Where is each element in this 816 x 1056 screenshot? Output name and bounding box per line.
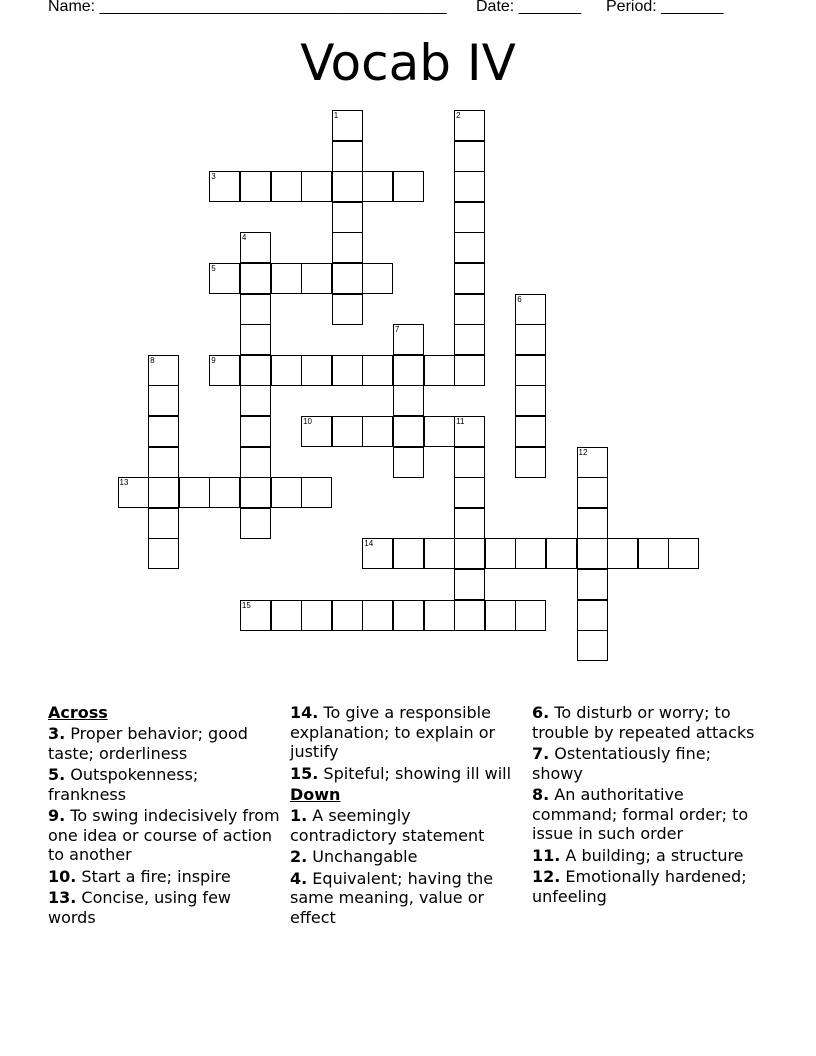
grid-cell-number: 7 bbox=[394, 325, 400, 335]
grid-cell[interactable] bbox=[362, 600, 393, 631]
clue-item bbox=[48, 806, 280, 865]
clue-text: Equivalent; having the same meaning, value or effect bbox=[290, 868, 494, 927]
grid-cell[interactable] bbox=[454, 477, 485, 508]
clue-number: 6. bbox=[532, 703, 550, 722]
clues-column-right bbox=[532, 703, 764, 908]
grid-cell[interactable] bbox=[240, 294, 271, 325]
clue-item bbox=[532, 785, 764, 844]
grid-cell[interactable] bbox=[393, 538, 424, 569]
grid-cell[interactable] bbox=[332, 171, 363, 202]
grid-cell[interactable] bbox=[332, 263, 363, 294]
across-clue-list bbox=[48, 724, 280, 927]
grid-cell[interactable] bbox=[454, 110, 485, 141]
down-heading: Down bbox=[290, 785, 341, 804]
grid-cell[interactable] bbox=[240, 385, 271, 416]
grid-cell[interactable] bbox=[454, 202, 485, 233]
clue-text: Start a fire; inspire bbox=[76, 866, 231, 886]
grid-cell-number: 15 bbox=[241, 600, 251, 610]
grid-cell[interactable] bbox=[209, 263, 240, 294]
clue-number: 1. bbox=[290, 806, 308, 825]
grid-cell-number: 14 bbox=[364, 539, 374, 549]
grid-cell-number: 11 bbox=[456, 417, 465, 426]
grid-cell[interactable] bbox=[515, 385, 546, 416]
grid-cell[interactable] bbox=[638, 538, 669, 569]
clue-item bbox=[532, 846, 764, 866]
grid-cell[interactable] bbox=[393, 600, 424, 631]
grid-cell[interactable] bbox=[424, 416, 455, 447]
grid-cell[interactable] bbox=[332, 355, 363, 386]
grid-cell[interactable] bbox=[301, 355, 332, 386]
clue-text: Unchangable bbox=[307, 847, 418, 866]
grid-cell[interactable] bbox=[515, 538, 546, 569]
grid-cell[interactable] bbox=[577, 630, 608, 661]
grid-cell[interactable] bbox=[393, 171, 424, 202]
grid-cell[interactable] bbox=[454, 447, 485, 478]
grid-cell[interactable] bbox=[301, 416, 332, 447]
clue-number: 15. bbox=[290, 763, 319, 783]
clue-text: Spiteful; showing ill will bbox=[318, 763, 512, 783]
page-title: Vocab IV bbox=[300, 34, 516, 92]
clue-item bbox=[48, 867, 280, 887]
grid-cell[interactable] bbox=[362, 263, 393, 294]
grid-cell[interactable] bbox=[393, 447, 424, 478]
clue-item bbox=[48, 724, 280, 763]
grid-cell[interactable] bbox=[148, 477, 179, 508]
grid-cell[interactable] bbox=[393, 355, 424, 386]
clue-item bbox=[48, 888, 280, 927]
grid-cell[interactable] bbox=[515, 355, 546, 386]
grid-cell[interactable] bbox=[577, 447, 608, 478]
grid-cell[interactable] bbox=[301, 263, 332, 294]
grid-cell[interactable] bbox=[209, 477, 240, 508]
clue-number: 9. bbox=[48, 806, 66, 825]
grid-cell[interactable] bbox=[454, 232, 485, 263]
grid-cell[interactable] bbox=[240, 263, 271, 294]
grid-cell[interactable] bbox=[454, 569, 485, 600]
clue-item bbox=[290, 764, 522, 784]
across-clue-list-continued bbox=[290, 703, 522, 783]
clue-number: 11. bbox=[532, 845, 561, 865]
grid-cell[interactable] bbox=[454, 355, 485, 386]
clues-column-middle bbox=[290, 703, 522, 929]
grid-cell[interactable] bbox=[393, 416, 424, 447]
clue-number: 7. bbox=[532, 744, 550, 763]
grid-cell[interactable] bbox=[454, 263, 485, 294]
grid-cell[interactable] bbox=[240, 324, 271, 355]
grid-cell[interactable] bbox=[148, 416, 179, 447]
clue-item bbox=[532, 744, 764, 783]
clue-item bbox=[532, 867, 764, 906]
clue-item bbox=[290, 703, 522, 762]
grid-cell[interactable] bbox=[271, 477, 302, 508]
grid-cell[interactable] bbox=[332, 141, 363, 172]
grid-cell-number: 13 bbox=[119, 478, 129, 488]
grid-cell[interactable] bbox=[515, 324, 546, 355]
grid-cell-number: 10 bbox=[303, 417, 312, 426]
grid-cell[interactable] bbox=[271, 600, 302, 631]
grid-cell[interactable] bbox=[148, 385, 179, 416]
clue-text: To swing indecisively from one idea or course of action to another bbox=[48, 806, 280, 864]
grid-cell[interactable] bbox=[209, 171, 240, 202]
grid-cell-number: 2 bbox=[456, 111, 461, 120]
grid-cell[interactable] bbox=[301, 477, 332, 508]
grid-cell[interactable] bbox=[454, 508, 485, 539]
clue-number: 12. bbox=[532, 867, 561, 886]
clue-text: An authoritative command; formal order; to issue in such order bbox=[532, 785, 749, 843]
grid-cell[interactable] bbox=[240, 600, 271, 631]
grid-cell[interactable] bbox=[301, 171, 332, 202]
grid-cell[interactable] bbox=[148, 538, 179, 569]
clue-text: Ostentatiously fine; showy bbox=[532, 744, 712, 783]
grid-cell-number: 5 bbox=[211, 264, 216, 273]
grid-cell[interactable] bbox=[362, 416, 393, 447]
clue-text: To disturb or worry; to trouble by repeated attacks bbox=[532, 703, 755, 742]
grid-cell-number: 4 bbox=[241, 233, 247, 243]
across-clues-column bbox=[48, 703, 280, 929]
grid-cell[interactable] bbox=[577, 600, 608, 631]
grid-cell[interactable] bbox=[332, 232, 363, 263]
grid-cell-number: 9 bbox=[211, 355, 216, 365]
across-heading: Across bbox=[48, 703, 108, 722]
clue-item bbox=[290, 847, 522, 867]
grid-cell[interactable] bbox=[209, 355, 240, 386]
grid-cell[interactable] bbox=[485, 600, 516, 631]
grid-cell[interactable] bbox=[362, 171, 393, 202]
grid-cell[interactable] bbox=[148, 355, 179, 386]
clue-number: 4. bbox=[290, 868, 308, 888]
grid-cell[interactable] bbox=[577, 538, 608, 569]
grid-cell[interactable] bbox=[148, 447, 179, 478]
grid-cell[interactable] bbox=[485, 538, 516, 569]
grid-cell-number: 1 bbox=[333, 111, 339, 120]
grid-cell[interactable] bbox=[332, 110, 363, 141]
grid-cell[interactable] bbox=[118, 477, 149, 508]
clue-text: A building; a structure bbox=[560, 845, 744, 865]
clue-item bbox=[532, 703, 764, 742]
grid-cell-number: 8 bbox=[150, 355, 155, 365]
grid-cell[interactable] bbox=[271, 355, 302, 386]
grid-cell[interactable] bbox=[424, 355, 455, 386]
grid-cell[interactable] bbox=[240, 355, 271, 386]
grid-cell[interactable] bbox=[515, 447, 546, 478]
name-field-label[interactable]: Name: _______________________________________ bbox=[48, 0, 447, 15]
grid-cell[interactable] bbox=[607, 538, 638, 569]
clue-number: 3. bbox=[48, 724, 66, 743]
grid-cell[interactable] bbox=[148, 508, 179, 539]
clue-text: To give a responsible explanation; to explain or justify bbox=[290, 703, 496, 761]
clue-text: Emotionally hardened; unfeeling bbox=[532, 867, 747, 906]
clue-number: 8. bbox=[532, 785, 550, 804]
grid-cell-number: 6 bbox=[517, 294, 522, 304]
grid-cell[interactable] bbox=[454, 416, 485, 447]
grid-cell-number: 12 bbox=[578, 447, 588, 457]
grid-cell[interactable] bbox=[332, 416, 363, 447]
grid-cell[interactable] bbox=[332, 202, 363, 233]
grid-cell[interactable] bbox=[424, 538, 455, 569]
clue-number: 14. bbox=[290, 703, 319, 722]
grid-cell[interactable] bbox=[240, 416, 271, 447]
clue-text: Proper behavior; good taste; orderliness bbox=[48, 724, 248, 763]
clue-number: 2. bbox=[290, 847, 308, 866]
down-clue-list bbox=[290, 806, 522, 927]
grid-cell[interactable] bbox=[454, 171, 485, 202]
grid-cell[interactable] bbox=[454, 538, 485, 569]
grid-cell[interactable] bbox=[362, 538, 393, 569]
grid-cell[interactable] bbox=[393, 385, 424, 416]
grid-cell[interactable] bbox=[577, 569, 608, 600]
clue-item bbox=[290, 806, 522, 845]
grid-cell[interactable] bbox=[454, 600, 485, 631]
clue-item bbox=[48, 765, 280, 804]
clue-text: A seemingly contradictory statement bbox=[290, 806, 485, 845]
grid-cell-number: 3 bbox=[211, 172, 216, 182]
clue-text: Concise, using few words bbox=[48, 888, 231, 927]
grid-cell[interactable] bbox=[179, 477, 210, 508]
grid-cell[interactable] bbox=[271, 263, 302, 294]
grid-cell[interactable] bbox=[271, 171, 302, 202]
grid-cell[interactable] bbox=[240, 508, 271, 539]
clue-number: 13. bbox=[48, 888, 77, 907]
grid-cell[interactable] bbox=[454, 294, 485, 325]
grid-cell[interactable] bbox=[424, 600, 455, 631]
grid-cell[interactable] bbox=[332, 294, 363, 325]
grid-cell[interactable] bbox=[240, 477, 271, 508]
grid-cell[interactable] bbox=[515, 416, 546, 447]
down-clue-list-continued bbox=[532, 703, 764, 906]
clue-item bbox=[290, 869, 522, 928]
grid-cell[interactable] bbox=[577, 508, 608, 539]
clue-number: 5. bbox=[48, 765, 66, 784]
clue-number: 10. bbox=[48, 866, 77, 886]
clue-text: Outspokenness; frankness bbox=[48, 765, 199, 804]
grid-cell[interactable] bbox=[240, 232, 271, 263]
grid-cell[interactable] bbox=[332, 600, 363, 631]
grid-cell[interactable] bbox=[454, 324, 485, 355]
grid-cell[interactable] bbox=[515, 294, 546, 325]
date-field-label[interactable]: Date: _______ bbox=[476, 0, 581, 15]
grid-cell[interactable] bbox=[577, 477, 608, 508]
grid-cell[interactable] bbox=[515, 600, 546, 631]
grid-cell[interactable] bbox=[301, 600, 332, 631]
grid-cell[interactable] bbox=[546, 538, 577, 569]
grid-cell[interactable] bbox=[240, 447, 271, 478]
grid-cell[interactable] bbox=[668, 538, 699, 569]
grid-cell[interactable] bbox=[362, 355, 393, 386]
period-field-label[interactable]: Period: _______ bbox=[606, 0, 724, 15]
grid-cell[interactable] bbox=[393, 324, 424, 355]
grid-cell[interactable] bbox=[240, 171, 271, 202]
grid-cell[interactable] bbox=[454, 141, 485, 172]
